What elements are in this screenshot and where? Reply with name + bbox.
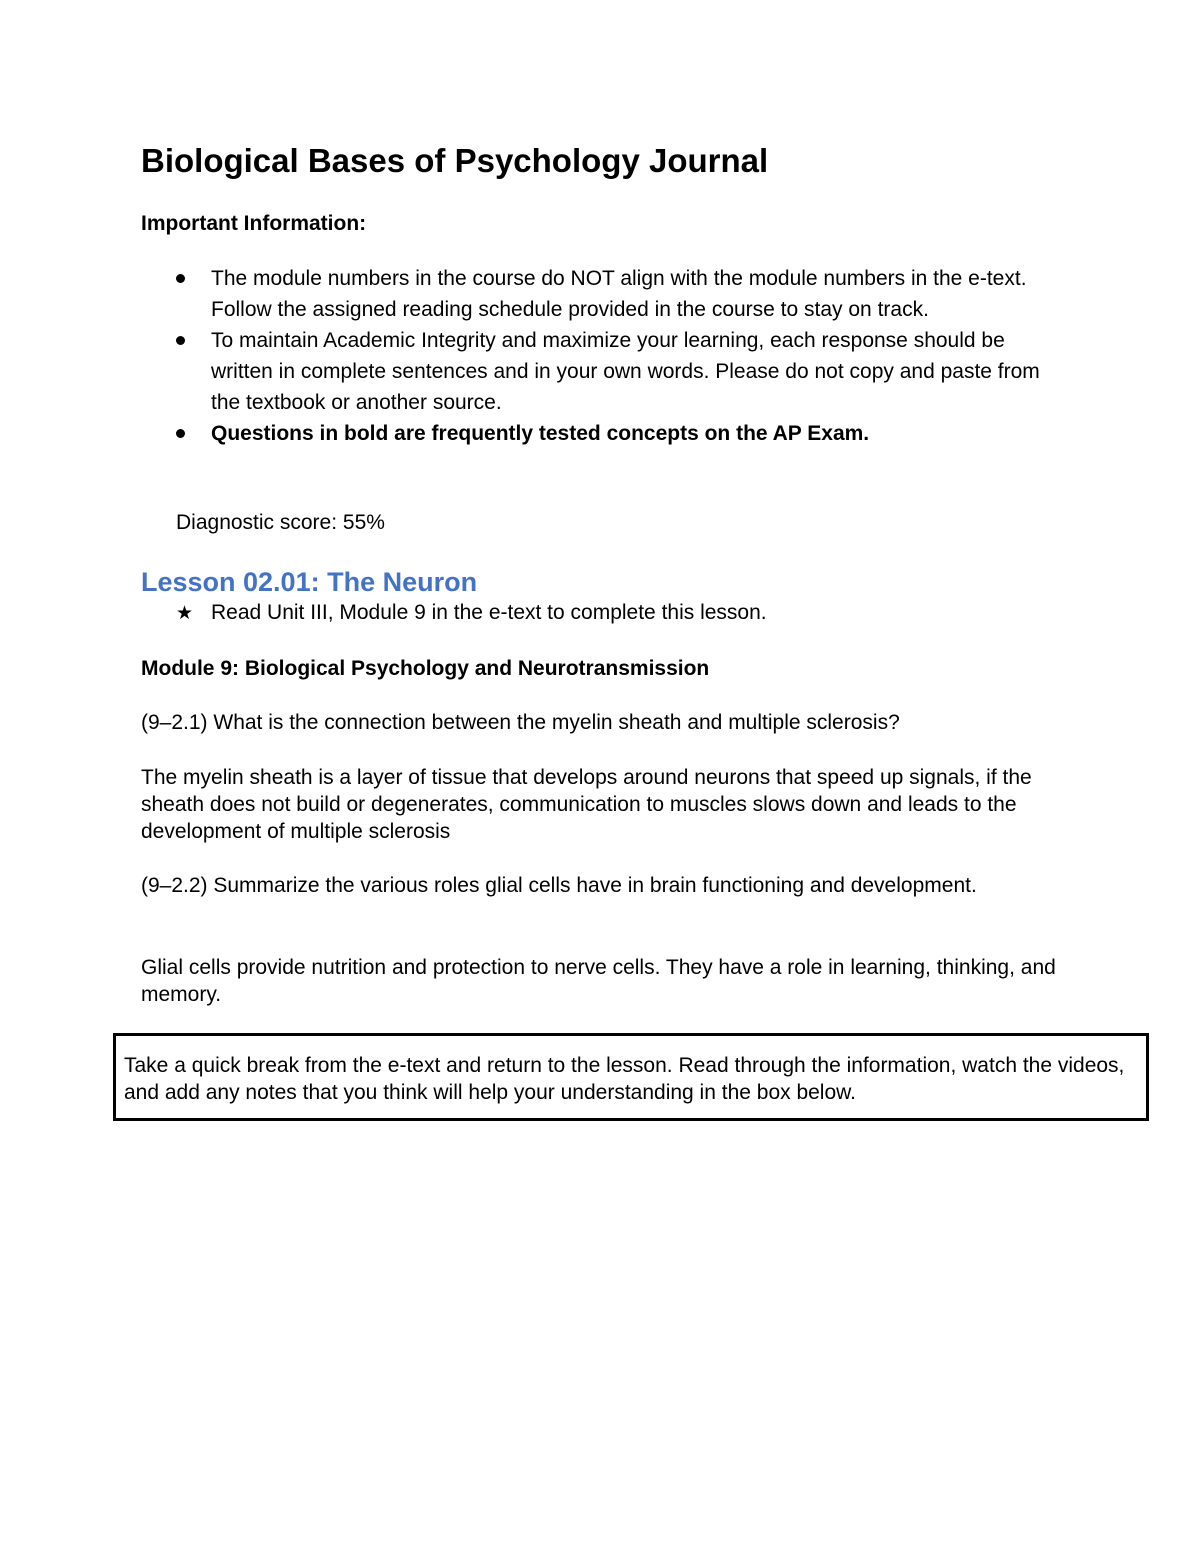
list-item	[176, 325, 1076, 418]
question-9-2-1: (9–2.1) What is the connection between the myelin sheath and multiple sclerosis?	[141, 711, 900, 734]
bullet-text: The module numbers in the course do NOT align with the module numbers in the e-text. Follow the assigned reading schedule provided in the course to stay on track.	[211, 267, 1027, 321]
lesson-note-text: Read Unit III, Module 9 in the e-text to complete this lesson.	[211, 601, 767, 624]
quick-break-box	[113, 1033, 1149, 1121]
module-title: Module 9: Biological Psychology and Neurotransmission	[141, 657, 710, 680]
bullet-text: To maintain Academic Integrity and maximize your learning, each response should be written in complete sentences and in your own words. Please do not copy and paste from the textbook or another source.	[211, 329, 1040, 414]
bullet-icon	[176, 429, 185, 438]
document-title: Biological Bases of Psychology Journal	[141, 142, 769, 179]
star-icon: ★	[176, 603, 194, 624]
lesson-reading-note	[176, 599, 767, 628]
important-information-label: Important Information:	[141, 212, 367, 235]
list-item	[176, 418, 1076, 449]
bullet-icon	[176, 274, 185, 283]
bullet-icon	[176, 336, 185, 345]
quick-break-text: Take a quick break from the e-text and return to the lesson. Read through the information, watch the videos, and add any notes that you think will help your understanding in the box below.	[124, 1054, 1125, 1104]
lesson-title: Lesson 02.01: The Neuron	[141, 567, 478, 597]
answer-9-2-2: Glial cells provide nutrition and protection to nerve cells. They have a role in learning, thinking, and memory.	[141, 956, 1056, 1006]
bullet-text: Questions in bold are frequently tested concepts on the AP Exam.	[211, 422, 870, 445]
answer-9-2-1: The myelin sheath is a layer of tissue that develops around neurons that speed up signals, if the sheath does not build or degenerates, communication to muscles slows down and leads to the development of multiple sclerosis	[141, 766, 1032, 843]
important-information-list	[176, 263, 1076, 449]
list-item	[176, 263, 1076, 325]
diagnostic-score: Diagnostic score: 55%	[176, 511, 385, 534]
question-9-2-2: (9–2.2) Summarize the various roles glial cells have in brain functioning and development.	[141, 874, 977, 897]
